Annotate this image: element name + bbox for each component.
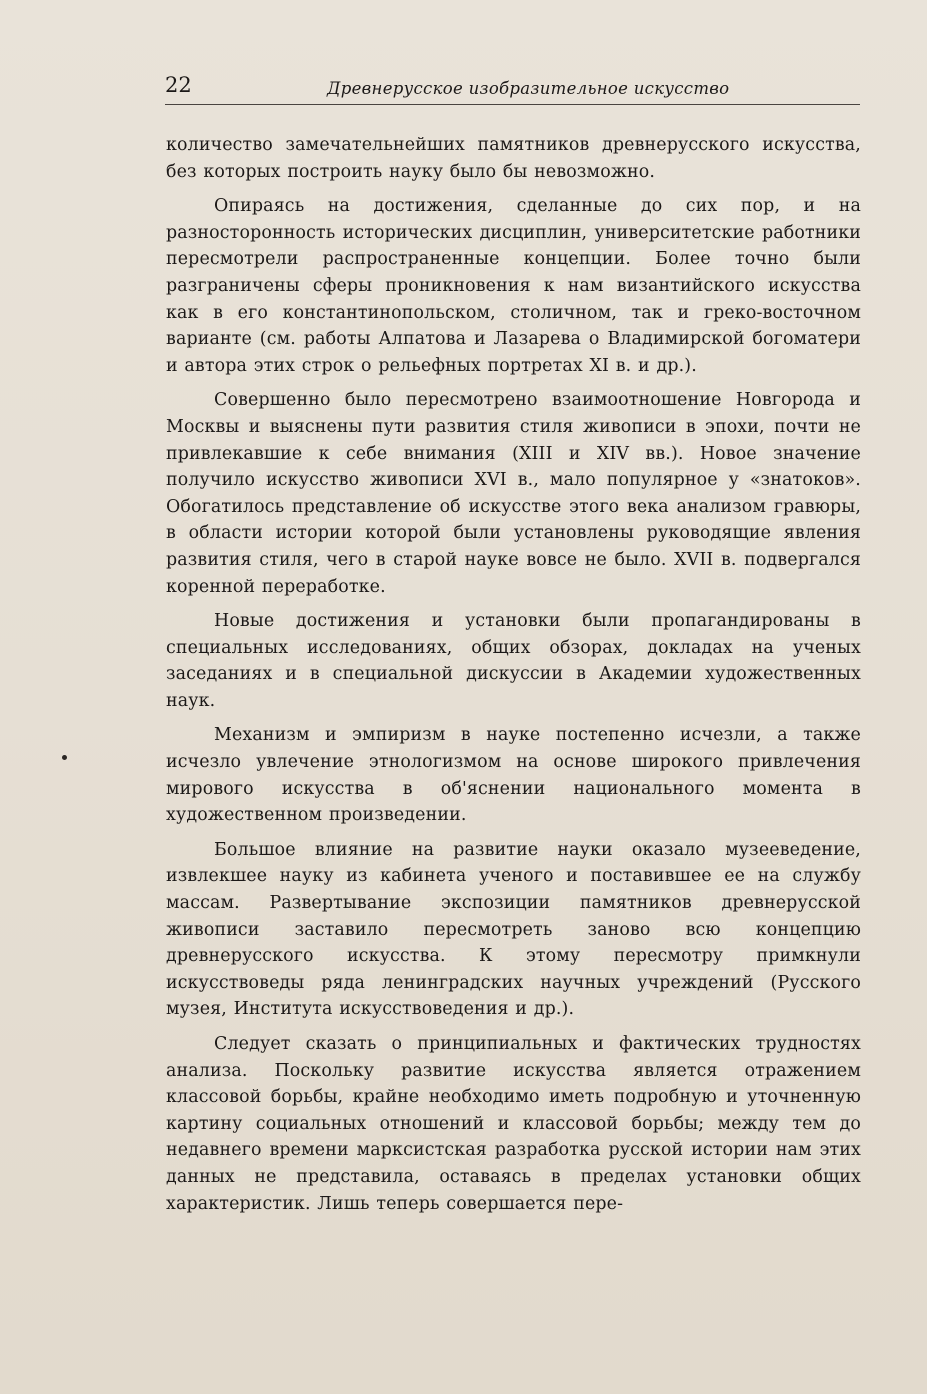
text-body	[166, 132, 861, 1217]
paragraph-2: Опираясь на достижения, сделанные до сих пор, и на разносторонность исторических дисциплин, университетские работники пересмотрели распространенные концепции. Более точно были разграничены сферы проникновения к нам византийского искусства как в его константинопольском, столичном, так и греко-восточном варианте (см. работы Алпатова и Лазарева о Владимирской богоматери и автора этих строк о рельефных портретах XI в. и др.).	[166, 196, 861, 376]
paragraph-1: количество замечательнейших памятников древнерусского искусства, без которых построить науку было бы невозможно.	[166, 135, 861, 182]
paragraph-4: Новые достижения и установки были пропагандированы в специальных исследованиях, общих обзорах, докладах на ученых заседаниях и в специальной дискуссии в Академии художественных наук.	[166, 611, 861, 711]
margin-ink-speck	[62, 755, 67, 760]
page-number: 22	[165, 73, 192, 97]
header-rule	[165, 104, 860, 105]
paragraph-7: Следует сказать о принципиальных и фактических трудностях анализа. Поскольку развитие искусства является отражением классовой борьбы, крайне необходимо иметь подробную и уточненную картину социальных отношений и классовой борьбы; между тем до недавнего времени марксистская разработка русской истории нам этих данных не представила, оставаясь в пределах установки общих характеристик. Лишь теперь совершается пере-	[166, 1034, 861, 1214]
paragraph-6: Большое влияние на развитие науки оказало музееведение, извлекшее науку из кабинета ученого и поставившее ее на службу массам. Развертывание экспозиции памятников древнерусской живописи заставило пересмотреть заново всю концепцию древнерусского искусства. К этому пересмотру примкнули искусствоведы ряда ленинградских научных учреждений (Русского музея, Института искусствоведения и др.).	[166, 839, 861, 1020]
paragraph-5: Механизм и эмпиризм в науке постепенно исчезли, а также исчезло увлечение этнологизмом на основе широкого привлечения мирового искусства в об'яснении национального момента в художественном произведении.	[166, 725, 861, 826]
page-header	[165, 72, 861, 102]
paragraph-3: Совершенно было пересмотрено взаимоотношение Новгорода и Москвы и выяснены пути развития стиля живописи в эпохи, почти не привлекавшие к себе внимания (XIII и XIV вв.). Новое значение получило искусство живописи XVI в., мало популярное у «знатоков». Обогатилось представление об искусстве этого века анализом гравюры, в области истории которой были установлены руководящие явления развития стиля, чего в старой науке вовсе не было. XVII в. подвергался коренной переработке.	[166, 390, 861, 597]
running-title: Древнерусское изобразительное искусство	[327, 79, 730, 98]
